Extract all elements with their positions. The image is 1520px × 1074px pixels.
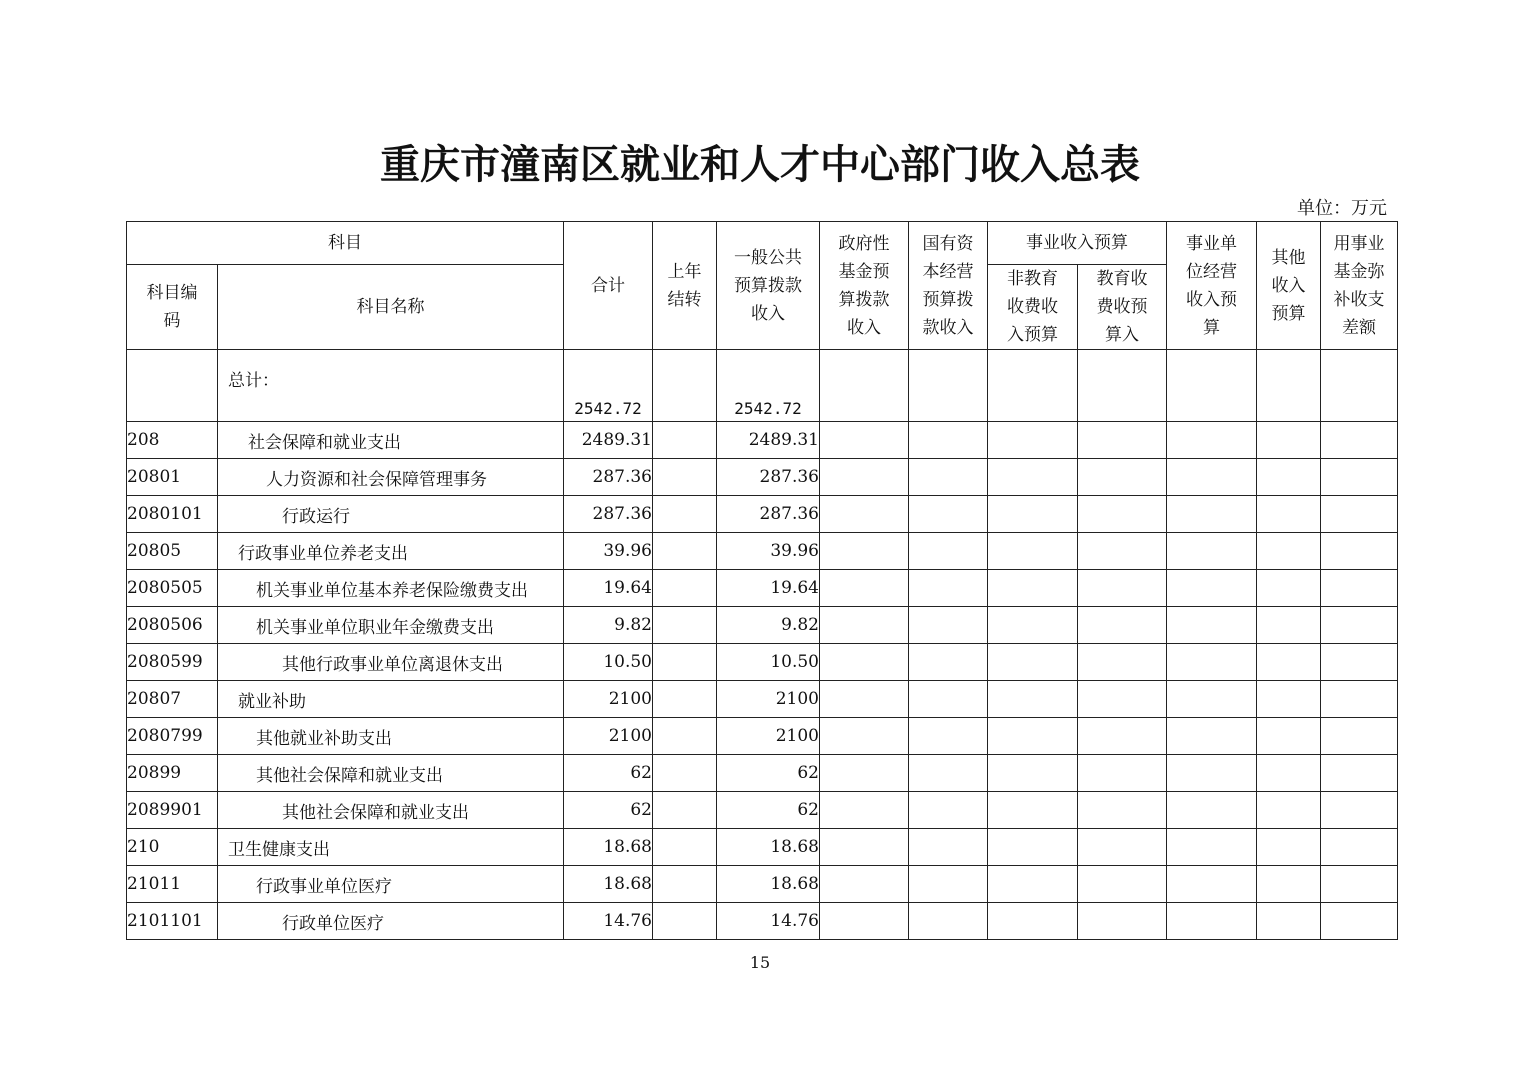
header-other: 其他 收入 预算 [1257, 222, 1321, 350]
non-edu-cell [988, 496, 1078, 533]
non-edu-cell [988, 459, 1078, 496]
unit-label: 单位：万元 [1297, 198, 1387, 219]
subject-name-cell: 行政事业单位医疗 [218, 866, 564, 903]
carryover-cell [653, 829, 717, 866]
carryover-cell [653, 533, 717, 570]
other-cell [1257, 829, 1321, 866]
table-row [127, 496, 1398, 533]
other-cell [1257, 681, 1321, 718]
fund-balance-cell [1321, 903, 1398, 940]
non-edu-cell [988, 607, 1078, 644]
fund-balance-cell [1321, 829, 1398, 866]
header-subject: 科目 [127, 222, 564, 265]
table-row [127, 681, 1398, 718]
table-row [127, 718, 1398, 755]
general-public-cell: 2100 [717, 681, 820, 718]
non-edu-cell [988, 570, 1078, 607]
total-label: 总计： [218, 350, 564, 422]
business-unit-cell [1167, 496, 1257, 533]
fund-balance-cell [1321, 570, 1398, 607]
state-capital-cell [909, 496, 988, 533]
business-unit-cell [1167, 644, 1257, 681]
carryover-cell [653, 644, 717, 681]
gov-fund-cell [820, 422, 909, 459]
total-amount: 2542.72 [564, 350, 653, 422]
header-edu: 教育收 费收预 算入 [1078, 265, 1167, 350]
business-unit-cell [1167, 533, 1257, 570]
general-public-cell: 19.64 [717, 570, 820, 607]
state-capital-cell [909, 903, 988, 940]
table-row [127, 422, 1398, 459]
table-row [127, 792, 1398, 829]
other-cell [1257, 496, 1321, 533]
business-unit-cell [1167, 681, 1257, 718]
general-public-cell: 287.36 [717, 459, 820, 496]
edu-cell [1078, 792, 1167, 829]
edu-cell [1078, 718, 1167, 755]
other-cell [1257, 459, 1321, 496]
subject-name-cell: 机关事业单位基本养老保险缴费支出 [218, 570, 564, 607]
total-cell: 14.76 [564, 903, 653, 940]
edu-cell [1078, 866, 1167, 903]
carryover-cell [653, 866, 717, 903]
subject-code-cell: 20899 [127, 755, 218, 792]
header-non-edu: 非教育 收费收 入预算 [988, 265, 1078, 350]
non-edu-cell [988, 755, 1078, 792]
subject-code-cell: 2101101 [127, 903, 218, 940]
state-capital-cell [909, 792, 988, 829]
other-cell [1257, 866, 1321, 903]
fund-balance-cell [1321, 459, 1398, 496]
gov-fund-cell [820, 681, 909, 718]
business-unit-cell [1167, 903, 1257, 940]
fund-balance-cell [1321, 718, 1398, 755]
business-unit-cell [1167, 422, 1257, 459]
other-cell [1257, 792, 1321, 829]
gov-fund-cell [820, 829, 909, 866]
state-capital-cell [909, 681, 988, 718]
subject-name-cell: 其他行政事业单位离退休支出 [218, 644, 564, 681]
header-general-public: 一般公共 预算拨款 收入 [717, 222, 820, 350]
non-edu-cell [988, 533, 1078, 570]
business-unit-cell [1167, 570, 1257, 607]
carryover-cell [653, 422, 717, 459]
table-row [127, 459, 1398, 496]
state-capital-cell [909, 755, 988, 792]
carryover-cell [653, 903, 717, 940]
general-public-cell: 9.82 [717, 607, 820, 644]
other-cell [1257, 607, 1321, 644]
state-capital-cell [909, 866, 988, 903]
page-title: 重庆市潼南区就业和人才中心部门收入总表 [380, 142, 1140, 188]
edu-cell [1078, 570, 1167, 607]
total-cell: 62 [564, 755, 653, 792]
state-capital-cell [909, 644, 988, 681]
subject-code-cell: 2089901 [127, 792, 218, 829]
other-cell [1257, 755, 1321, 792]
subject-code-cell: 20805 [127, 533, 218, 570]
subject-name-cell: 其他就业补助支出 [218, 718, 564, 755]
total-general: 2542.72 [717, 350, 820, 422]
subject-code-cell: 2080505 [127, 570, 218, 607]
subject-name-cell: 其他社会保障和就业支出 [218, 755, 564, 792]
business-unit-cell [1167, 755, 1257, 792]
other-cell [1257, 644, 1321, 681]
general-public-cell: 2100 [717, 718, 820, 755]
other-cell [1257, 422, 1321, 459]
header-state-capital: 国有资 本经营 预算拨 款收入 [909, 222, 988, 350]
page-number: 15 [749, 953, 771, 972]
carryover-cell [653, 792, 717, 829]
header-subject-name: 科目名称 [218, 265, 564, 350]
gov-fund-cell [820, 718, 909, 755]
total-cell: 18.68 [564, 829, 653, 866]
edu-cell [1078, 681, 1167, 718]
table-row [127, 644, 1398, 681]
subject-name-cell: 行政事业单位养老支出 [218, 533, 564, 570]
carryover-cell [653, 718, 717, 755]
state-capital-cell [909, 829, 988, 866]
total-row [127, 350, 1398, 422]
table-row [127, 570, 1398, 607]
total-code-cell [127, 350, 218, 422]
carryover-cell [653, 607, 717, 644]
table-row [127, 866, 1398, 903]
header-fund-balance: 用事业 基金弥 补收支 差额 [1321, 222, 1398, 350]
fund-balance-cell [1321, 866, 1398, 903]
total-cell: 18.68 [564, 866, 653, 903]
total-cell: 9.82 [564, 607, 653, 644]
carryover-cell [653, 570, 717, 607]
gov-fund-cell [820, 533, 909, 570]
gov-fund-cell [820, 903, 909, 940]
edu-cell [1078, 422, 1167, 459]
subject-code-cell: 20807 [127, 681, 218, 718]
edu-cell [1078, 903, 1167, 940]
total-cell: 287.36 [564, 496, 653, 533]
non-edu-cell [988, 792, 1078, 829]
header-gov-fund: 政府性 基金预 算拨款 收入 [820, 222, 909, 350]
fund-balance-cell [1321, 533, 1398, 570]
total-cell: 2489.31 [564, 422, 653, 459]
business-unit-cell [1167, 829, 1257, 866]
general-public-cell: 14.76 [717, 903, 820, 940]
business-unit-cell [1167, 607, 1257, 644]
carryover-cell [653, 459, 717, 496]
total-cell: 287.36 [564, 459, 653, 496]
subject-code-cell: 2080101 [127, 496, 218, 533]
non-edu-cell [988, 866, 1078, 903]
total-cell: 10.50 [564, 644, 653, 681]
header-business-unit: 事业单 位经营 收入预 算 [1167, 222, 1257, 350]
subject-code-cell: 2080506 [127, 607, 218, 644]
subject-code-cell: 210 [127, 829, 218, 866]
edu-cell [1078, 607, 1167, 644]
subject-name-cell: 行政运行 [218, 496, 564, 533]
general-public-cell: 2489.31 [717, 422, 820, 459]
subject-code-cell: 21011 [127, 866, 218, 903]
state-capital-cell [909, 533, 988, 570]
table-row [127, 607, 1398, 644]
state-capital-cell [909, 718, 988, 755]
subject-code-cell: 2080799 [127, 718, 218, 755]
fund-balance-cell [1321, 496, 1398, 533]
general-public-cell: 18.68 [717, 866, 820, 903]
header-subject-code: 科目编 码 [127, 265, 218, 350]
edu-cell [1078, 459, 1167, 496]
gov-fund-cell [820, 607, 909, 644]
general-public-cell: 39.96 [717, 533, 820, 570]
fund-balance-cell [1321, 792, 1398, 829]
non-edu-cell [988, 903, 1078, 940]
state-capital-cell [909, 422, 988, 459]
carryover-cell [653, 755, 717, 792]
other-cell [1257, 533, 1321, 570]
edu-cell [1078, 533, 1167, 570]
total-cell: 39.96 [564, 533, 653, 570]
subject-name-cell: 机关事业单位职业年金缴费支出 [218, 607, 564, 644]
carryover-cell [653, 681, 717, 718]
gov-fund-cell [820, 496, 909, 533]
table-row [127, 755, 1398, 792]
gov-fund-cell [820, 866, 909, 903]
table-row [127, 903, 1398, 940]
general-public-cell: 10.50 [717, 644, 820, 681]
state-capital-cell [909, 459, 988, 496]
carryover-cell [653, 496, 717, 533]
subject-code-cell: 2080599 [127, 644, 218, 681]
non-edu-cell [988, 681, 1078, 718]
header-business-income: 事业收入预算 [988, 222, 1167, 265]
total-cell: 19.64 [564, 570, 653, 607]
business-unit-cell [1167, 866, 1257, 903]
fund-balance-cell [1321, 607, 1398, 644]
subject-name-cell: 社会保障和就业支出 [218, 422, 564, 459]
subject-name-cell: 就业补助 [218, 681, 564, 718]
gov-fund-cell [820, 570, 909, 607]
subject-name-cell: 其他社会保障和就业支出 [218, 792, 564, 829]
edu-cell [1078, 496, 1167, 533]
subject-code-cell: 20801 [127, 459, 218, 496]
business-unit-cell [1167, 718, 1257, 755]
non-edu-cell [988, 829, 1078, 866]
header-total: 合计 [564, 222, 653, 350]
non-edu-cell [988, 422, 1078, 459]
total-cell: 2100 [564, 718, 653, 755]
general-public-cell: 62 [717, 792, 820, 829]
income-table [126, 221, 1398, 940]
state-capital-cell [909, 607, 988, 644]
other-cell [1257, 903, 1321, 940]
edu-cell [1078, 829, 1167, 866]
non-edu-cell [988, 644, 1078, 681]
gov-fund-cell [820, 644, 909, 681]
other-cell [1257, 570, 1321, 607]
other-cell [1257, 718, 1321, 755]
table-row [127, 533, 1398, 570]
total-cell: 62 [564, 792, 653, 829]
gov-fund-cell [820, 792, 909, 829]
subject-name-cell: 卫生健康支出 [218, 829, 564, 866]
fund-balance-cell [1321, 681, 1398, 718]
state-capital-cell [909, 570, 988, 607]
gov-fund-cell [820, 755, 909, 792]
edu-cell [1078, 755, 1167, 792]
edu-cell [1078, 644, 1167, 681]
table-row [127, 829, 1398, 866]
fund-balance-cell [1321, 755, 1398, 792]
general-public-cell: 62 [717, 755, 820, 792]
total-cell: 2100 [564, 681, 653, 718]
general-public-cell: 287.36 [717, 496, 820, 533]
general-public-cell: 18.68 [717, 829, 820, 866]
subject-name-cell: 行政单位医疗 [218, 903, 564, 940]
fund-balance-cell [1321, 422, 1398, 459]
subject-name-cell: 人力资源和社会保障管理事务 [218, 459, 564, 496]
non-edu-cell [988, 718, 1078, 755]
header-carryover: 上年 结转 [653, 222, 717, 350]
fund-balance-cell [1321, 644, 1398, 681]
business-unit-cell [1167, 459, 1257, 496]
subject-code-cell: 208 [127, 422, 218, 459]
gov-fund-cell [820, 459, 909, 496]
business-unit-cell [1167, 792, 1257, 829]
